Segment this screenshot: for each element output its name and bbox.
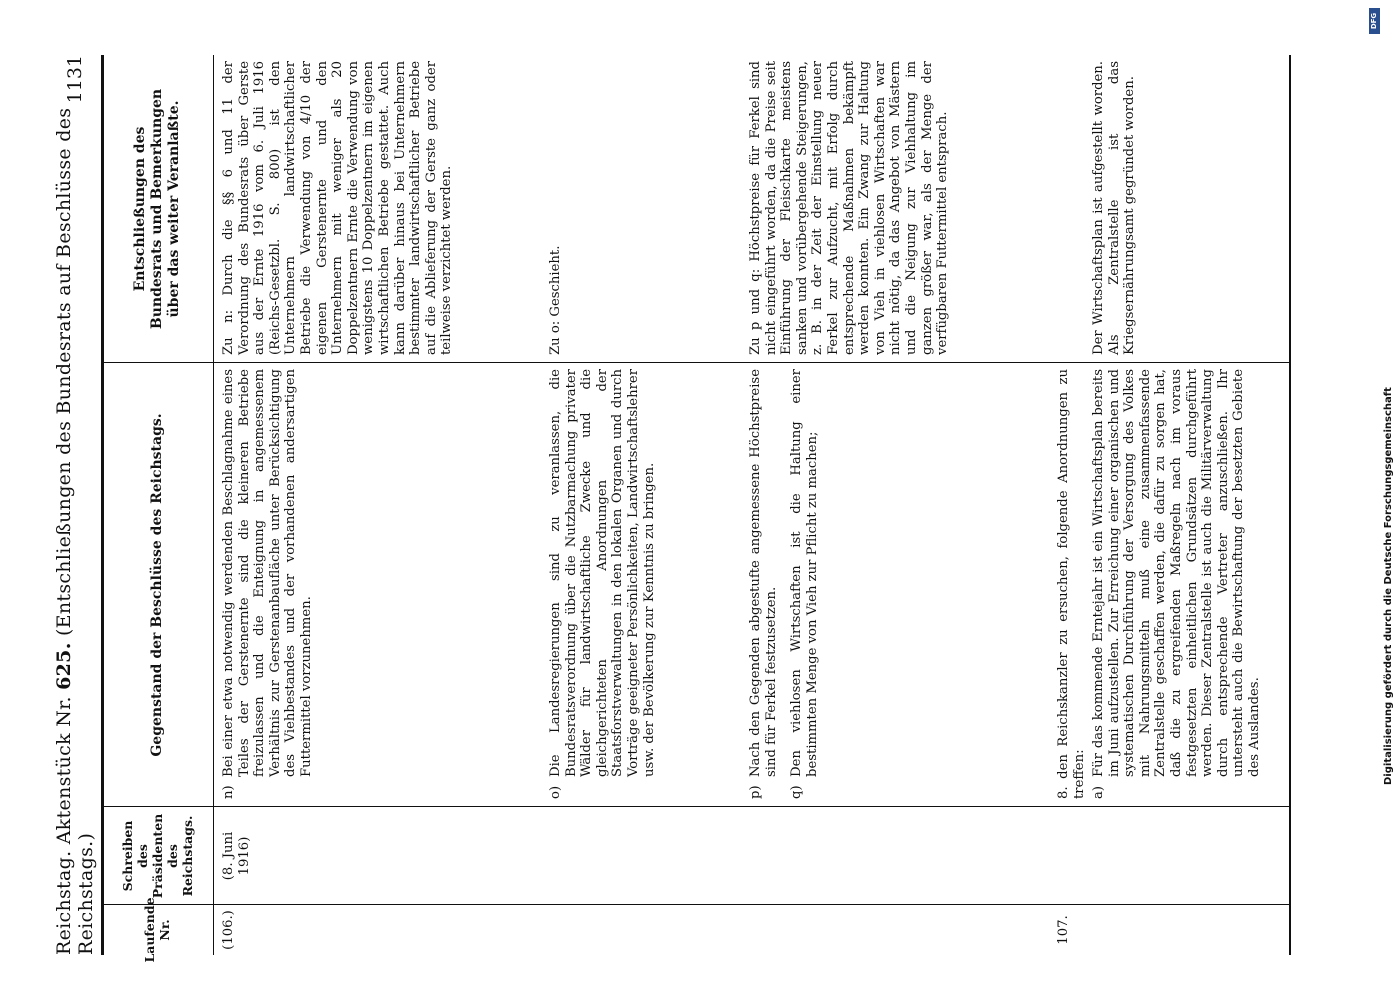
- remark-text: Zu n: Durch die §§ 6 und 11 der Verordnung des Bundesrats über Gerste aus der Ernte 1916 vom 6. Juli 1916 (Reichs-Gesetzbl. S. 800) ist den Unternehmern landwirtschaftlicher Betriebe die Verwendung von 4/10 der eigenen Gerstenernte und den Unternehmern mit weniger als 20 Doppelzentnern Ernte die Verwendung von wenigstens 10 Doppelzentnern im eigenen wirtschaftlichen Betriebe gestattet. Auch kann darüber hinaus bei Unternehmern bestimmter landwirtschaftlicher Betriebe auf die Ablieferung der Gerste ganz oder teilweise verzichtet werden.: [221, 61, 455, 355]
- row-number: (106.): [221, 910, 236, 950]
- remark-text: Zu p und q: Höchstpreise für Ferkel sind nicht eingeführt worden, da die Preise seit Einführung der Fleischkarte meistens sanken und vorübergehende Steigerungen, z. B. in der Zeit der Einstellung neuer Ferkel zur Aufzucht, mit Erfolg durch entsprechende Maßnahmen bekämpft werden konnten. Ein Zwang zur Haltung von Vieh in viehlosen Wirtschaften war nicht nötig, da das Angebot von Mästern und die Neigung zur Viehhaltung im ganzen größer war, als der Menge der verfügbaren Futtermittel entsprach.: [748, 61, 951, 355]
- item-label: q): [789, 785, 804, 799]
- header-rule: [213, 55, 214, 955]
- row-number: 107.: [1056, 915, 1071, 945]
- column-divider: [101, 362, 1291, 363]
- item-label: a): [1091, 785, 1106, 799]
- page-number: 1131: [64, 55, 86, 104]
- title-prefix: Reichstag. Aktenstück Nr.: [53, 689, 75, 955]
- subject-item: [548, 369, 657, 799]
- dfg-logo: [1369, 8, 1380, 34]
- subject-item: [748, 369, 779, 799]
- row-intro: 8. den Reichskanzler zu ersuchen, folgende Anordnungen zu treffen:: [1056, 369, 1087, 799]
- item-text: Den viehlosen Wirtschaften ist die Haltung einer bestimmten Menge von Vieh zur Pflicht zu machen;: [789, 369, 820, 777]
- subject-item: [221, 369, 315, 799]
- col-header-remarks: Entschließungen des Bundesrats und Bemerkungen über das weiter Veranlaßte.: [131, 88, 182, 330]
- title-suffix: (Entschließungen des Bundesrats auf Beschlüsse des Reichstags.): [53, 107, 97, 955]
- dfg-logo-text: DFG: [1370, 12, 1379, 30]
- table-bottom-rule: [1289, 55, 1291, 955]
- subject-item: [1091, 369, 1263, 799]
- item-label: o): [548, 785, 563, 799]
- subject-item: [789, 369, 820, 799]
- table-top-rule: [101, 55, 104, 955]
- digitization-note: Digitalisierung gefördert durch die Deutsche Forschungsgemeinschaft: [1383, 387, 1394, 785]
- col-header-letter: Schreiben des Präsidenten des Reichstags.: [119, 813, 195, 899]
- item-label: p): [748, 785, 763, 799]
- remark-text: Der Wirtschaftsplan ist aufgestellt worden. Als Zentralstelle ist das Kriegsernährungsamt gegründet worden.: [1091, 61, 1138, 355]
- row-date: (8. Juni 1916): [221, 831, 252, 881]
- resolutions-table: [101, 55, 1291, 963]
- column-divider: [101, 904, 1291, 905]
- item-label: n): [221, 785, 236, 799]
- item-text: Die Landesregierungen sind zu veranlassen, die Bundesratsverordnung über die Nutzbarmachung privater Wälder für landwirtschaftliche Zwecke und die gleichgerichteten Anordnungen der Staatsforstverwaltungen in den lokalen Organen und durch Vorträge geeigneter Persönlichkeiten, Landwirtschaftslehrer usw. der Bevölkerung zur Kenntnis zu bringen.: [548, 368, 657, 777]
- col-header-subject: Gegenstand der Beschlüsse des Reichstags.: [148, 413, 165, 757]
- remark-text: Zu o: Geschieht.: [548, 245, 563, 355]
- title-number: 625.: [53, 642, 75, 690]
- page-title: [53, 103, 97, 955]
- item-text: Nach den Gegenden abgestufte angemessene Höchstpreise sind für Ferkel festzusetzen.: [748, 369, 779, 777]
- column-divider: [101, 806, 1291, 807]
- item-text: Für das kommende Erntejahr ist ein Wirtschaftsplan bereits im Juni aufzustellen. Zur Erreichung einer organischen und systematischen Durchführung der Versorgung des Volkes mit Nahrungsmitteln muß eine zusammenfassende Zentralstelle geschaffen werden, die dafür zu sorgen hat, daß die zu ergreifenden Maßregeln nach im voraus festgesetzten einheitlichen Grundsätzen durchgeführt werden. Dieser Zentralstelle ist auch die Militärverwaltung durch entsprechende Vertreter anzuschließen. Ihr untersteht auch die Bewirtschaftung der besetzten Gebiete des Auslandes.: [1091, 369, 1262, 777]
- page-header: [55, 55, 95, 955]
- rotated-page: [53, 55, 1345, 963]
- col-header-nr: Laufende Nr.: [142, 897, 172, 963]
- item-text: Bei einer etwa notwendig werdenden Beschlagnahme eines Teiles der Gerstenernte sind die kleineren Betriebe freizulassen und die Enteignung in angemessenem Verhältnis zur Gerstenanbaufläche unter Berücksichtigung des Viehbestandes und der vorhandenen andersartigen Futtermittel vorzunehmen.: [221, 369, 314, 777]
